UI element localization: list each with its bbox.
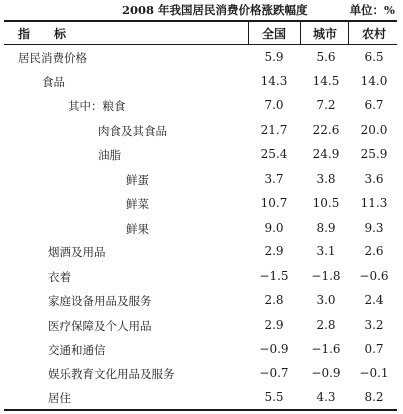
cell-national: 2.9 (264, 318, 284, 332)
table-row (0, 196, 403, 218)
row-label: 衣着 (48, 270, 71, 284)
cell-rural: 25.9 (360, 147, 388, 161)
cell-rural: 8.2 (364, 390, 384, 404)
table-row (0, 98, 403, 120)
table-row (0, 342, 403, 364)
header-rule (4, 44, 397, 45)
header-national: 全国 (261, 27, 286, 41)
header-urban: 城市 (312, 27, 337, 41)
header-rural: 农村 (361, 27, 386, 41)
row-label: 医疗保障及个人用品 (48, 319, 152, 333)
row-label: 肉食及其食品 (98, 124, 167, 138)
cell-urban: 22.6 (312, 123, 340, 137)
cell-rural: 2.6 (364, 244, 384, 258)
table-title: 2008 年我国居民消费价格涨跌幅度 (122, 3, 308, 17)
cell-urban: 3.1 (316, 244, 336, 258)
table-row (0, 390, 403, 412)
table-row (0, 123, 403, 145)
cell-rural: 2.4 (364, 293, 384, 307)
cell-urban: 7.2 (316, 98, 336, 112)
table-row (0, 318, 403, 340)
row-label: 居住 (48, 391, 71, 405)
row-label: 鲜菜 (126, 197, 149, 211)
row-label: 居民消费价格 (18, 51, 87, 65)
cell-national: 5.9 (264, 50, 284, 64)
unit-label: 单位：% (349, 3, 395, 17)
table-row (0, 244, 403, 266)
row-label: 鲜果 (126, 222, 149, 236)
cell-rural: 3.6 (364, 172, 384, 186)
cell-rural: 11.3 (360, 196, 388, 210)
cell-rural: −0.1 (359, 366, 389, 380)
cell-national: 2.9 (264, 244, 284, 258)
cell-rural: 6.5 (364, 50, 384, 64)
cell-urban: −0.9 (311, 366, 341, 380)
table-row (0, 50, 403, 72)
row-label: 其中：粮食 (68, 99, 126, 113)
cell-urban: −1.8 (311, 269, 341, 283)
row-label: 烟酒及用品 (48, 245, 106, 259)
row-label: 鲜蛋 (126, 173, 149, 187)
cell-national: 25.4 (260, 147, 288, 161)
cell-urban: 10.5 (312, 196, 340, 210)
table-row (0, 147, 403, 169)
cell-national: 2.8 (264, 293, 284, 307)
table-row (0, 269, 403, 291)
row-label: 食品 (42, 75, 65, 89)
table-row (0, 74, 403, 96)
table-row (0, 221, 403, 243)
cell-urban: 8.9 (316, 221, 336, 235)
row-label: 家庭设备用品及服务 (48, 294, 152, 308)
cell-urban: 3.8 (316, 172, 336, 186)
header-indicator: 指 标 (18, 27, 67, 41)
top-rule (4, 20, 397, 22)
cell-national: 10.7 (260, 196, 288, 210)
cell-national: 21.7 (260, 123, 288, 137)
cell-rural: 3.2 (364, 318, 384, 332)
cell-national: 14.3 (260, 74, 288, 88)
cell-national: −1.5 (259, 269, 289, 283)
cell-urban: −1.6 (311, 342, 341, 356)
cell-rural: 20.0 (360, 123, 388, 137)
cell-national: 3.7 (264, 172, 284, 186)
cell-urban: 14.5 (312, 74, 340, 88)
cell-urban: 3.0 (316, 293, 336, 307)
cell-rural: −0.6 (359, 269, 389, 283)
table-title-bar (0, 2, 403, 18)
table-row (0, 366, 403, 388)
table-row (0, 293, 403, 315)
header-divider (248, 21, 249, 44)
cell-urban: 5.6 (316, 50, 336, 64)
cell-urban: 2.8 (316, 318, 336, 332)
cell-rural: 0.7 (364, 342, 384, 356)
cell-national: 7.0 (264, 98, 284, 112)
cell-national: −0.9 (259, 342, 289, 356)
cell-national: 9.0 (264, 221, 284, 235)
cell-urban: 4.3 (316, 390, 336, 404)
table-row (0, 172, 403, 194)
row-label: 交通和通信 (48, 343, 106, 357)
cell-rural: 14.0 (360, 74, 388, 88)
row-label: 油脂 (98, 148, 121, 162)
cell-national: −0.7 (259, 366, 289, 380)
cell-urban: 24.9 (312, 147, 340, 161)
cell-rural: 9.3 (364, 221, 384, 235)
row-label: 娱乐教育文化用品及服务 (48, 367, 175, 381)
cell-rural: 6.7 (364, 98, 384, 112)
cell-national: 5.5 (264, 390, 284, 404)
